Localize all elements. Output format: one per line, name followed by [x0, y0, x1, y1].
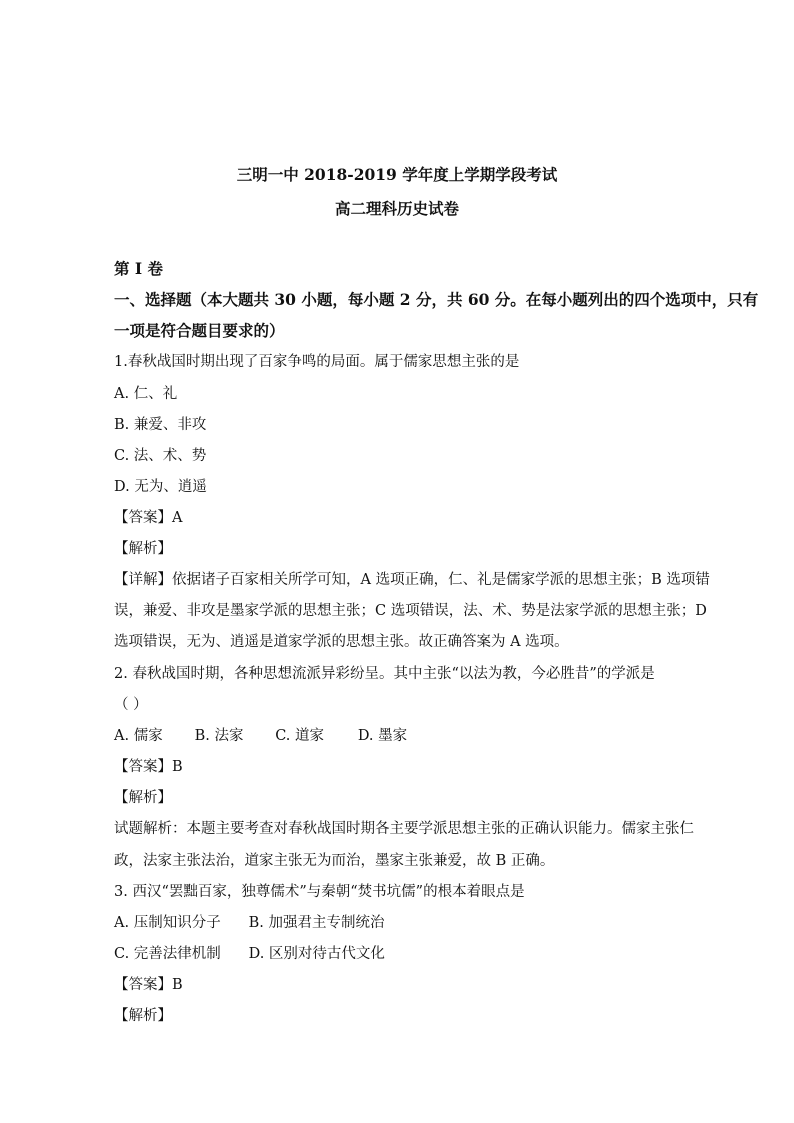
q1-analysis-label: 【解析】 [114, 541, 172, 557]
exam-subtitle: 高二理科历史试卷 [334, 199, 459, 218]
q2-option-a: A. 儒家 [114, 728, 163, 744]
q2-option-c: C. 道家 [275, 728, 325, 744]
section-heading-line2: 一项是符合题目要求的） [114, 321, 285, 340]
q2-stem-line2: （ ） [114, 697, 148, 713]
q3-options-row-2 [114, 944, 385, 964]
q3-analysis-label: 【解析】 [114, 1008, 172, 1024]
q2-option-d: D. 墨家 [357, 728, 408, 744]
q2-option-b: B. 法家 [194, 728, 244, 744]
q2-options-row [114, 726, 407, 746]
q3-options-row-1 [114, 913, 384, 933]
q1-detail-line2: 误，兼爱、非攻是墨家学派的思想主张；C 选项错误，法、术、势是法家学派的思想主张；D [114, 603, 707, 619]
q3-option-b: B. 加强君主专制统治 [248, 915, 385, 931]
q3-option-a: A. 压制知识分子 [114, 915, 221, 931]
exam-title: 三明一中 2018-2019 学年度上学期学段考试 [236, 165, 558, 184]
volume-label: 第 I 卷 [114, 259, 164, 278]
q1-detail-line3: 选项错误，无为、逍遥是道家学派的思想主张。故正确答案为 A 选项。 [114, 634, 569, 650]
q2-detail-line1: 试题解析：本题主要考查对春秋战国时期各主要学派思想主张的正确认识能力。儒家主张仁 [114, 821, 694, 837]
section-heading-line1: 一、选择题（本大题共 30 小题，每小题 2 分，共 60 分。在每小题列出的四个选项中，只有 [114, 290, 759, 309]
q1-detail-line1: 【详解】依据诸子百家相关所学可知，A 选项正确，仁、礼是儒家学派的思想主张；B 选项错 [114, 572, 710, 588]
q3-answer: 【答案】B [114, 977, 183, 993]
q1-stem: 1.春秋战国时期出现了百家争鸣的局面。属于儒家思想主张的是 [114, 354, 520, 370]
q2-analysis-label: 【解析】 [114, 790, 172, 806]
q1-option-d: D. 无为、逍遥 [114, 479, 207, 495]
q1-option-c: C. 法、术、势 [114, 448, 207, 464]
q1-option-b: B. 兼爱、非攻 [114, 417, 207, 433]
q2-stem-line1: 2. 春秋战国时期，各种思想流派异彩纷呈。其中主张“以法为教，今必胜昔”的学派是 [114, 666, 655, 682]
q3-stem: 3. 西汉“罢黜百家，独尊儒术”与秦朝“焚书坑儒”的根本着眼点是 [114, 884, 525, 900]
q1-option-a: A. 仁、礼 [114, 386, 178, 402]
q3-option-d: D. 区别对待古代文化 [248, 946, 385, 962]
q3-option-c: C. 完善法律机制 [114, 946, 221, 962]
q1-answer: 【答案】A [114, 510, 183, 526]
q2-detail-line2: 政，法家主张法治，道家主张无为而治，墨家主张兼爱，故 B 正确。 [114, 853, 555, 869]
q2-answer: 【答案】B [114, 759, 183, 775]
